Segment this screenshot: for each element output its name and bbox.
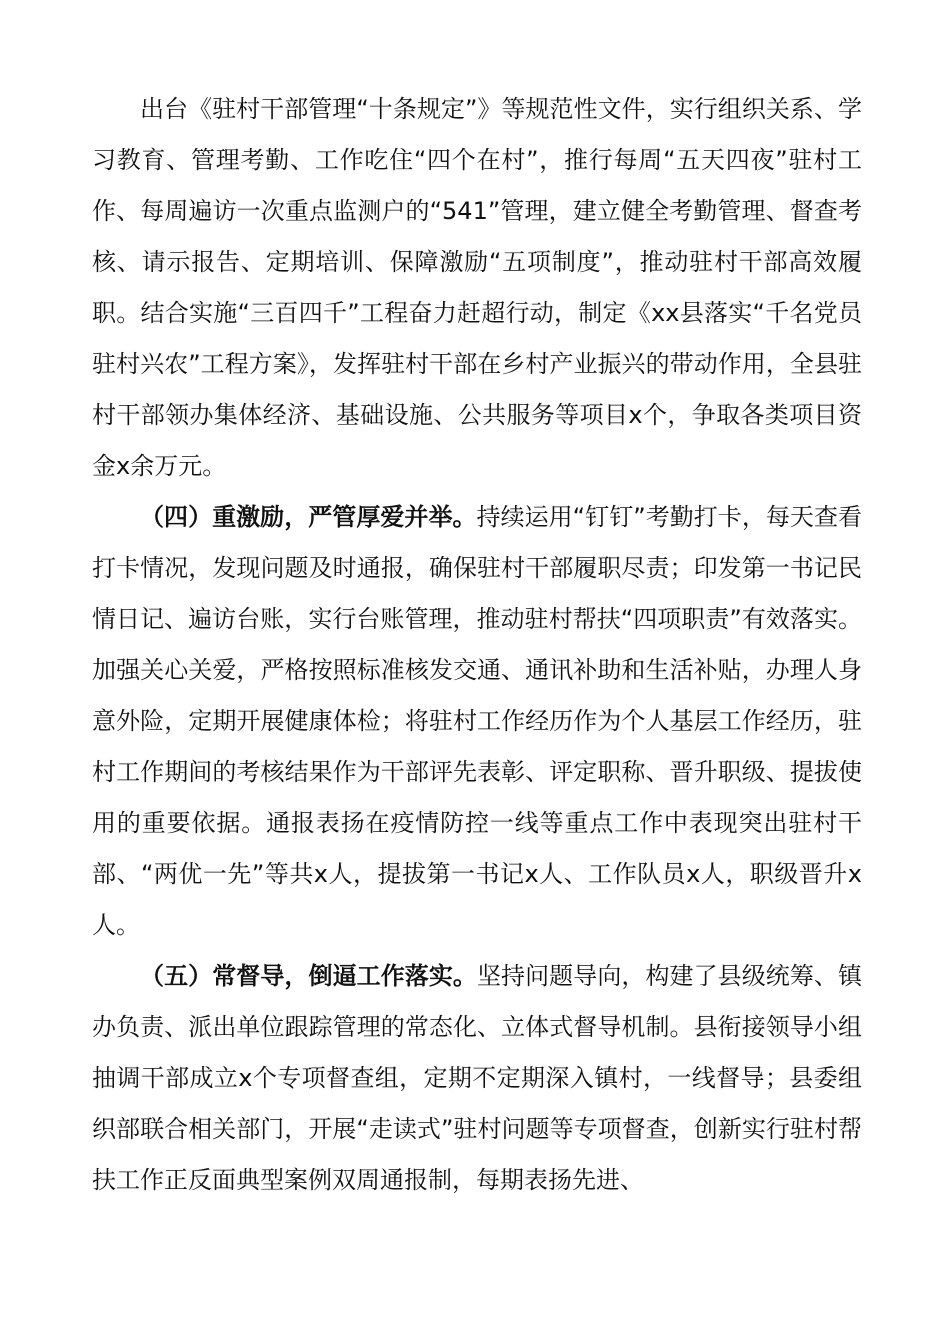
paragraph-2 bbox=[92, 492, 862, 951]
paragraph-3 bbox=[92, 951, 862, 1206]
paragraph-3-heading: （五）常督导，倒逼工作落实。 bbox=[140, 962, 477, 990]
paragraph-1 bbox=[92, 84, 862, 492]
paragraph-1-text: 出台《驻村干部管理“十条规定”》等规范性文件，实行组织关系、学习教育、管理考勤、工作吃住“四个在村”，推行每周“五天四夜”驻村工作、每周遍访一次重点监测户的“541”管理，建立健全考勤管理、督查考核、请示报告、定期培训、保障激励“五项制度”，推动驻村干部高效履职。结合实施“三百四千”工程奋力赶超行动，制定《xx县落实“千名党员驻村兴农”工程方案》，发挥驻村干部在乡村产业振兴的带动作用，全县驻村干部领办集体经济、基础设施、公共服务等项目x个，争取各类项目资金x余万元。 bbox=[92, 95, 862, 480]
paragraph-2-text: 持续运用“钉钉”考勤打卡，每天查看打卡情况，发现问题及时通报，确保驻村干部履职尽责；印发第一书记民情日记、遍访台账，实行台账管理，推动驻村帮扶“四项职责”有效落实。加强关心关爱，严格按照标准核发交通、通讯补助和生活补贴，办理人身意外险，定期开展健康体检；将驻村工作经历作为个人基层工作经历，驻村工作期间的考核结果作为干部评先表彰、评定职称、晋升职级、提拔使用的重要依据。通报表扬在疫情防控一线等重点工作中表现突出驻村干部、“两优一先”等共x人，提拔第一书记x人、工作队员x人，职级晋升x人。 bbox=[92, 503, 862, 939]
document-body bbox=[92, 84, 862, 1206]
paragraph-3-text: 坚持问题导向，构建了县级统筹、镇办负责、派出单位跟踪管理的常态化、立体式督导机制。县衔接领导小组抽调干部成立x个专项督查组，定期不定期深入镇村，一线督导；县委组织部联合相关部门，开展“走读式”驻村问题等专项督查，创新实行驻村帮扶工作正反面典型案例双周通报制，每期表扬先进、 bbox=[92, 962, 863, 1194]
paragraph-2-heading: （四）重激励，严管厚爱并举。 bbox=[140, 503, 477, 531]
